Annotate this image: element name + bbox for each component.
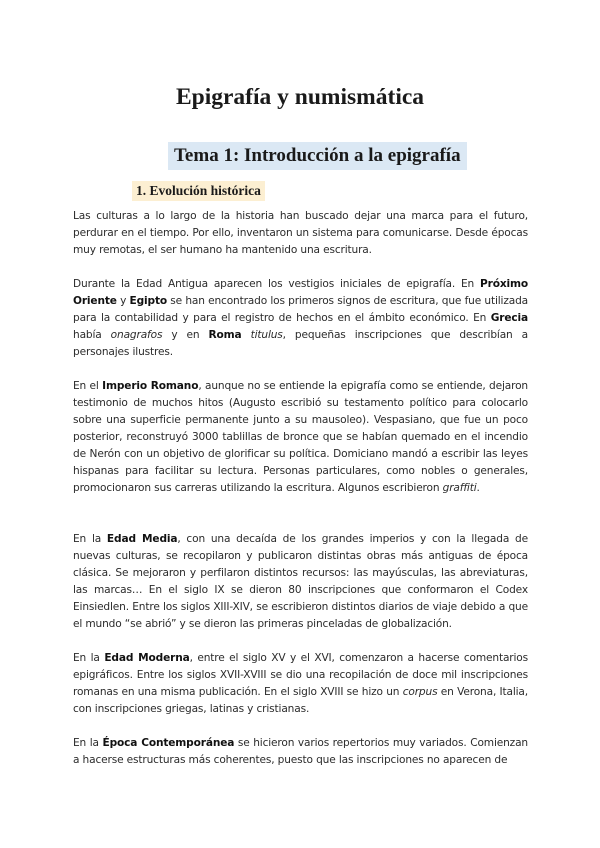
paragraph-antigua bbox=[73, 276, 528, 361]
text: se hicieron varios repertorios muy variados. Comienzan a hacerse estructuras más coherentes, puesto que las inscripciones no aparecen de bbox=[73, 737, 528, 766]
text: En el bbox=[73, 380, 103, 392]
topic-heading: Tema 1: Introducción a la epigrafía bbox=[168, 142, 467, 170]
term-titulus: titulus bbox=[250, 329, 283, 341]
text: , pequeñas inscripciones que describían a personajes ilustres. bbox=[73, 329, 528, 358]
text: , con una decaída de los grandes imperios y con la llegada de nuevas culturas, se recopilaron y publicaron distintas obras más antiguas de época clásica. Se mejoraron y perfilaron distintos recursos: las mayúsculas, las abreviaturas, las marcas… En el siglo IX se dieron 80 inscripciones que conformaron el Codex Einsiedlen. Entre los siglos XIII-XIV, se escribieron distintos diarios de viaje debido a que el mundo “se abrió” y se dieron las primeras pinceladas de globalización. bbox=[73, 533, 528, 630]
paragraph-contemporanea bbox=[73, 735, 528, 769]
text: En la bbox=[73, 652, 105, 664]
keyword-edad-media: Edad Media bbox=[106, 533, 178, 545]
text: se han encontrado los primeros signos de escritura, que fue utilizada para la contabilidad y para el registro de hechos en el ámbito económico. En bbox=[73, 295, 528, 324]
keyword-proximo-oriente: Próximo Oriente bbox=[73, 278, 528, 307]
keyword-imperio-romano: Imperio Romano bbox=[102, 380, 199, 392]
keyword-egipto: Egipto bbox=[129, 295, 167, 307]
document-title: Epigrafía y numismática bbox=[175, 84, 425, 110]
text: En la bbox=[73, 737, 103, 749]
text: y bbox=[116, 295, 130, 307]
text: en Verona, Italia, con inscripciones griegas, latinas y cristianas. bbox=[73, 686, 528, 715]
text: , aunque no se entiende la epigrafía como se entiende, dejaron testimonio de muchos hitos (Augusto escribió su testamento político para colocarlo sobre una superficie permanente junto a su mausoleo). Vespasiano, que fue un poco posterior, reconstruyó 3000 tablillas de bronce que se habían quemado en el incendio de Nerón con un objetivo de glorificar su política. Domiciano mandó a escribir las leyes hispanas para facilitar su lectura. Personas particulares, como nobles o generales, promocionaron sus carreras utilizando la escritura. Algunos escribieron bbox=[73, 380, 528, 494]
keyword-grecia: Grecia bbox=[490, 312, 528, 324]
text bbox=[242, 329, 251, 341]
text: . bbox=[476, 482, 480, 494]
paragraph-edad-moderna bbox=[73, 650, 528, 718]
term-corpus: corpus bbox=[402, 686, 438, 698]
text: había bbox=[73, 329, 111, 341]
term-onagrafos: onagrafos bbox=[110, 329, 163, 341]
paragraph-intro: Las culturas a lo largo de la historia han buscado dejar una marca para el futuro, perdurar en el tiempo. Por ello, inventaron un sistema para comunicarse. Desde épocas muy remotas, el ser humano ha mantenido una escritura. bbox=[73, 210, 528, 256]
term-graffiti: graffiti bbox=[442, 482, 477, 494]
text: , entre el siglo XV y el XVI, comenzaron a hacerse comentarios epigráficos. Entre los siglos XVII-XVIII se dio una recopilación de doce mil inscripciones romanas en una misma publicación. En el siglo XVIII se hizo un bbox=[73, 652, 528, 698]
paragraph-imperio-romano bbox=[73, 378, 528, 497]
keyword-epoca-contemporanea: Época Contemporánea bbox=[102, 737, 235, 749]
text: y en bbox=[162, 329, 209, 341]
section-heading: 1. Evolución histórica bbox=[132, 181, 265, 201]
text: Durante la Edad Antigua aparecen los vestigios iniciales de epigrafía. En bbox=[73, 278, 480, 290]
text: En la bbox=[73, 533, 107, 545]
keyword-edad-moderna: Edad Moderna bbox=[104, 652, 190, 664]
paragraph-edad-media bbox=[73, 531, 528, 633]
keyword-roma: Roma bbox=[208, 329, 242, 341]
